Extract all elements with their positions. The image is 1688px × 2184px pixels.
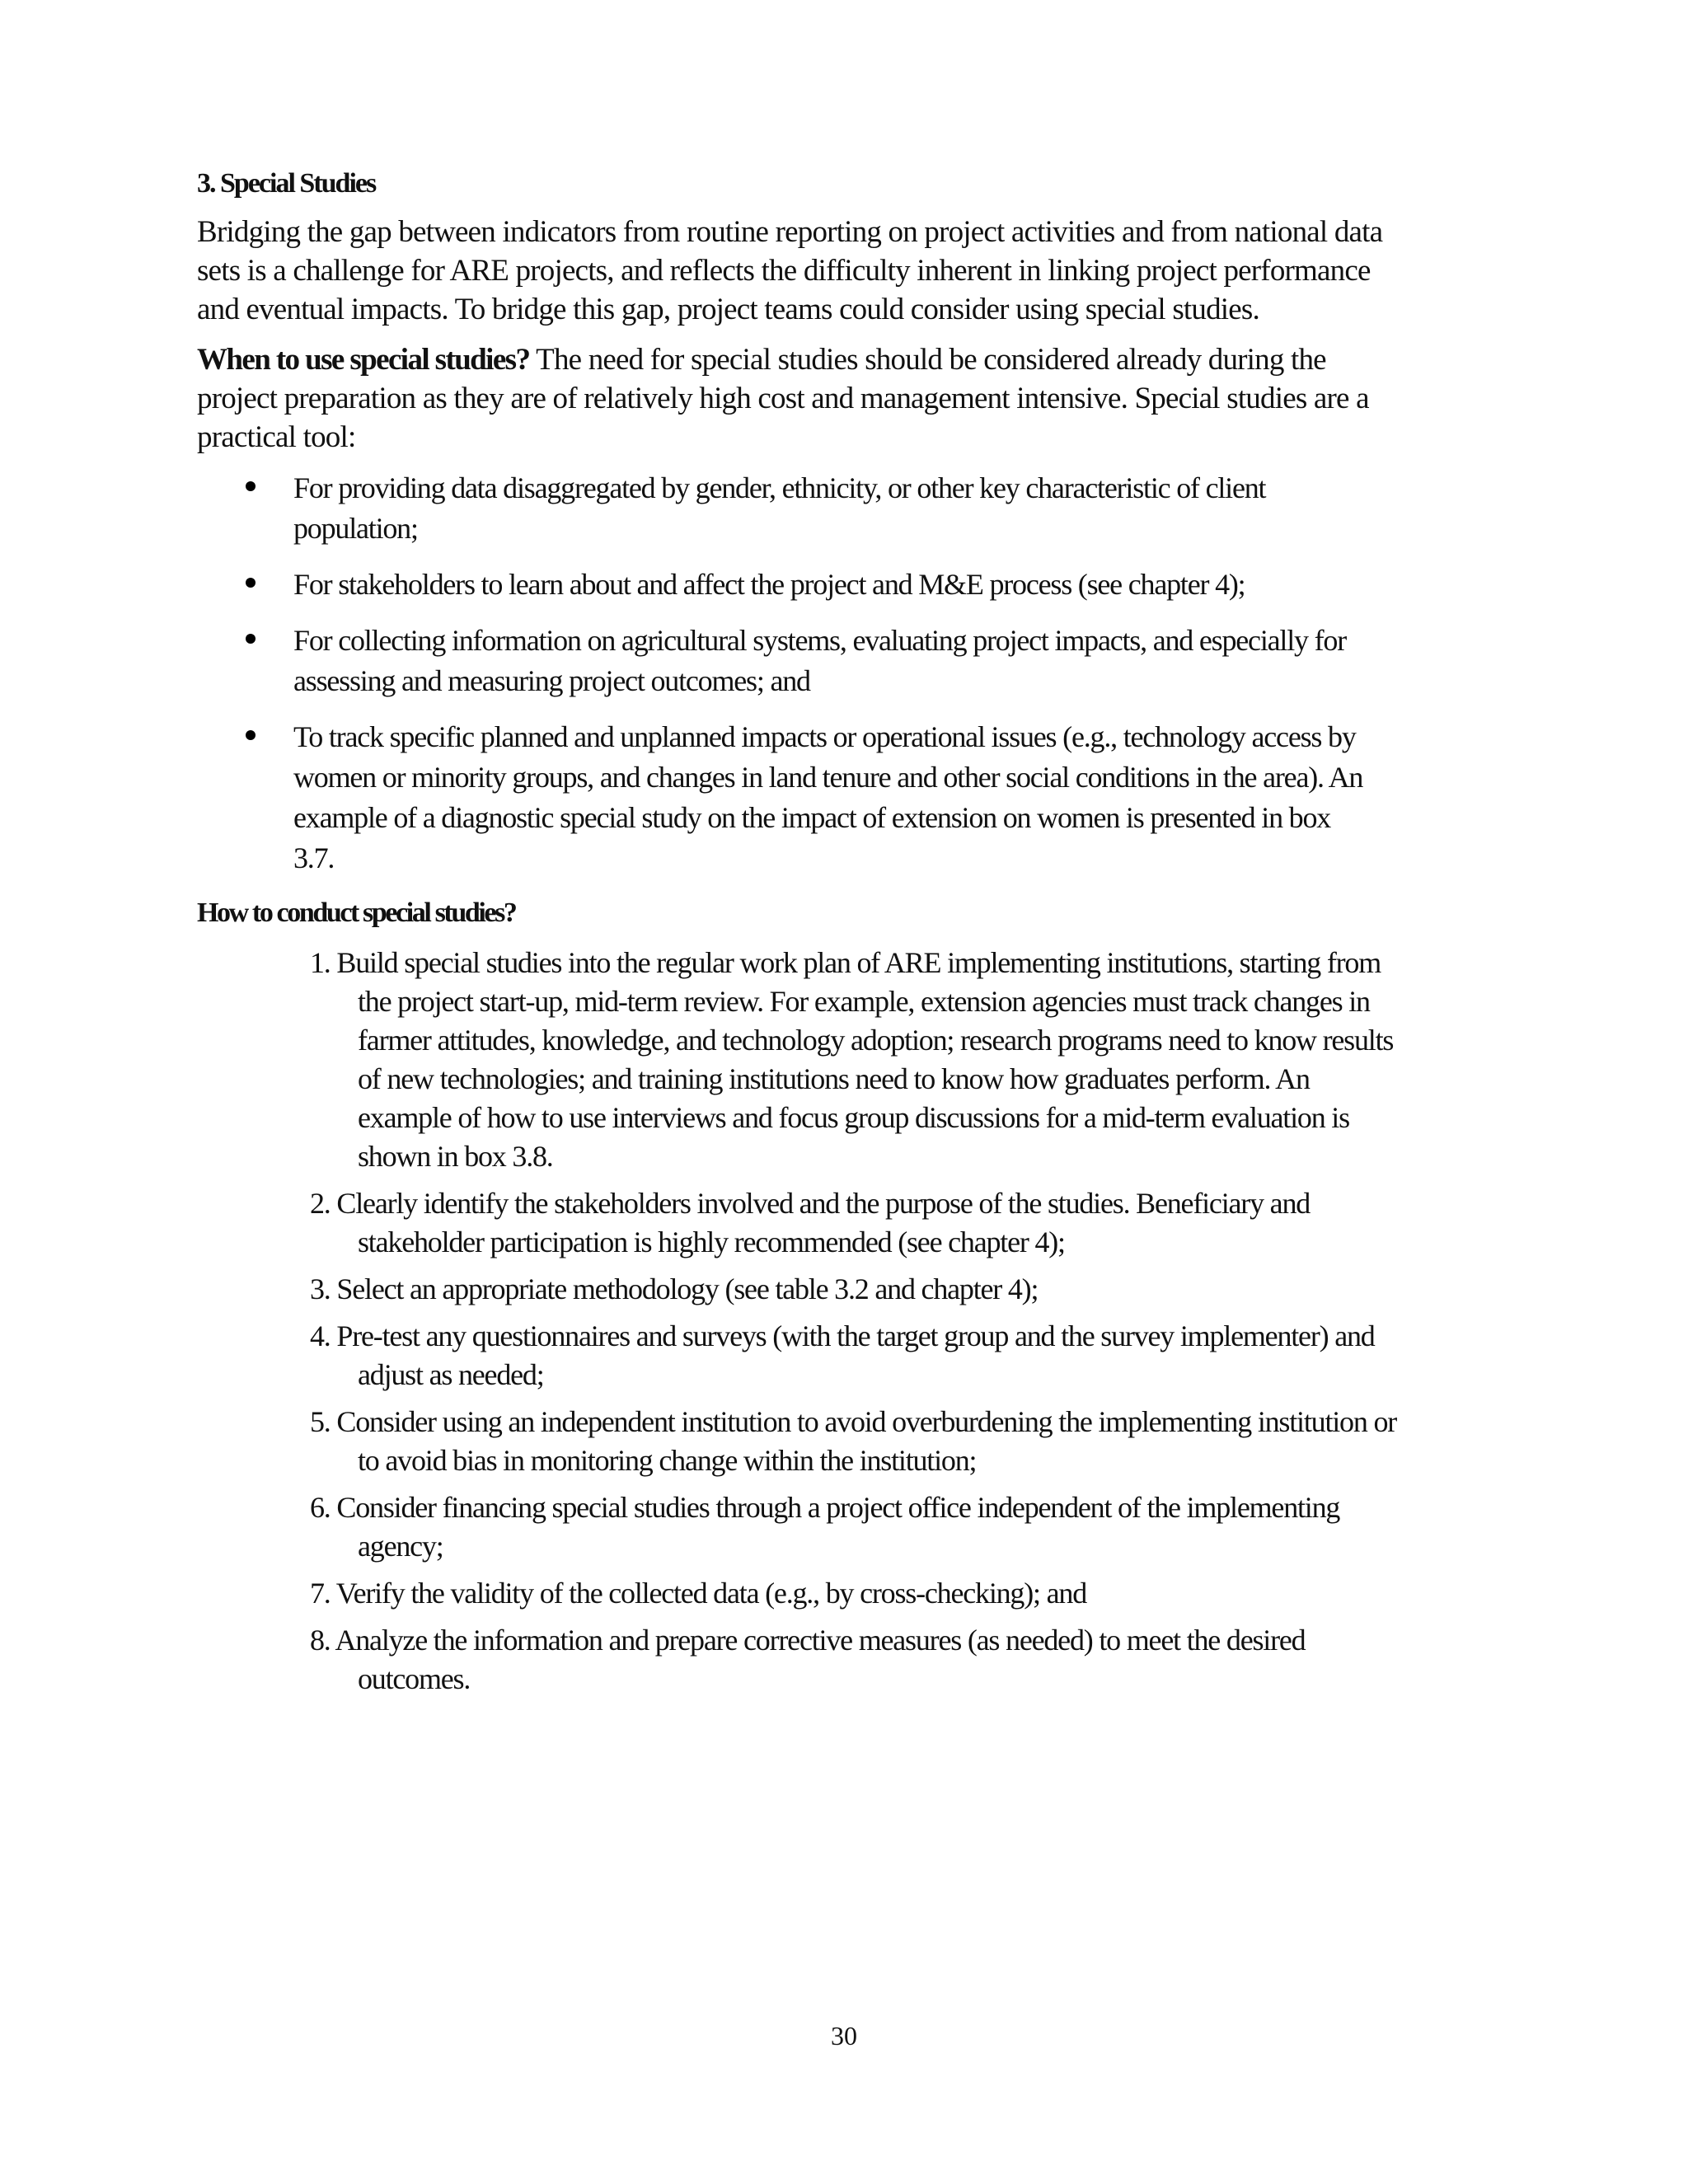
bullet-text: To track specific planned and unplanned impacts or operational issues (e.g., technology access by women or minority groups, and changes in land tenure and other social conditions in the area). An example of a diagnostic special study on the impact of extension on women is presented in box 3.7. <box>293 720 1363 874</box>
step-number: 6. <box>310 1491 331 1524</box>
bullet-icon <box>246 730 256 740</box>
intro-paragraph: Bridging the gap between indicators from routine reporting on project activities and from national data sets is a challenge for ARE projects, and reflects the difficulty inherent in linking project performance and eventual impacts. To bridge this gap, project teams could consider using special studies. <box>197 215 1383 326</box>
step-number: 8. <box>310 1624 331 1657</box>
bullet-text: For collecting information on agricultural systems, evaluating project impacts, and especially for assessing and measuring project outcomes; and <box>293 624 1346 697</box>
list-item <box>310 1621 1409 1699</box>
page-number: 30 <box>831 2021 857 2050</box>
step-text: Analyze the information and prepare corrective measures (as needed) to meet the desired outcomes. <box>335 1624 1306 1695</box>
step-text: Build special studies into the regular work plan of ARE implementing institutions, starting from the project start-up, mid-term review. For example, extension agencies must track changes in farmer attitudes, knowledge, and technology adoption; research programs need to know results of new technologies; and training institutions need to know how graduates perform. An example of how to use interviews and focus group discussions for a mid-term evaluation is shown in box 3.8. <box>336 946 1394 1173</box>
bullet-text: For stakeholders to learn about and affect the project and M&E process (see chapter 4); <box>293 568 1245 601</box>
step-number: 7. <box>310 1577 331 1610</box>
step-number: 4. <box>310 1319 331 1352</box>
list-item <box>310 1488 1409 1566</box>
step-number: 5. <box>310 1405 331 1438</box>
step-number: 1. <box>310 946 331 979</box>
bullet-icon <box>246 578 256 588</box>
list-item <box>310 1574 1409 1613</box>
step-text: Clearly identify the stakeholders involved and the purpose of the studies. Beneficiary and stakeholder participation is highly recommended (see chapter 4); <box>336 1187 1311 1258</box>
numbered-list <box>197 944 1409 1699</box>
step-text: Verify the validity of the collected data (e.g., by cross-checking); and <box>335 1577 1086 1610</box>
when-paragraph <box>197 340 1409 457</box>
bullet-text: For providing data disaggregated by gender, ethnicity, or other key characteristic of client population; <box>293 471 1266 545</box>
step-text: Select an appropriate methodology (see table 3.2 and chapter 4); <box>336 1272 1039 1305</box>
section-heading: 3. Special Studies <box>197 168 376 199</box>
bullet-icon <box>246 634 256 644</box>
list-item <box>310 944 1409 1176</box>
list-item <box>310 1184 1409 1262</box>
bullet-item <box>197 565 1409 605</box>
list-item <box>310 1403 1409 1480</box>
list-item <box>310 1270 1409 1309</box>
how-heading: How to conduct special studies? <box>197 898 516 928</box>
step-number: 3. <box>310 1272 331 1305</box>
when-text: The need for special studies should be considered already during the project preparation as they are of relatively high cost and management intensive. Special studies are a practical tool: <box>197 343 1369 454</box>
step-text: Consider financing special studies through a project office independent of the implementing agency; <box>336 1491 1340 1563</box>
bullet-icon <box>246 481 256 491</box>
step-text: Consider using an independent institution to avoid overburdening the implementing institution or to avoid bias in monitoring change within the institution; <box>336 1405 1397 1477</box>
bullet-item <box>197 621 1409 701</box>
document-page <box>197 165 1409 1707</box>
when-lead: When to use special studies? <box>197 343 530 377</box>
bullet-item <box>197 468 1409 549</box>
bullet-list <box>197 468 1409 879</box>
step-number: 2. <box>310 1187 331 1220</box>
step-text: Pre-test any questionnaires and surveys (with the target group and the survey implementer) and adjust as needed; <box>336 1319 1375 1391</box>
bullet-item <box>197 717 1409 879</box>
list-item <box>310 1317 1409 1394</box>
